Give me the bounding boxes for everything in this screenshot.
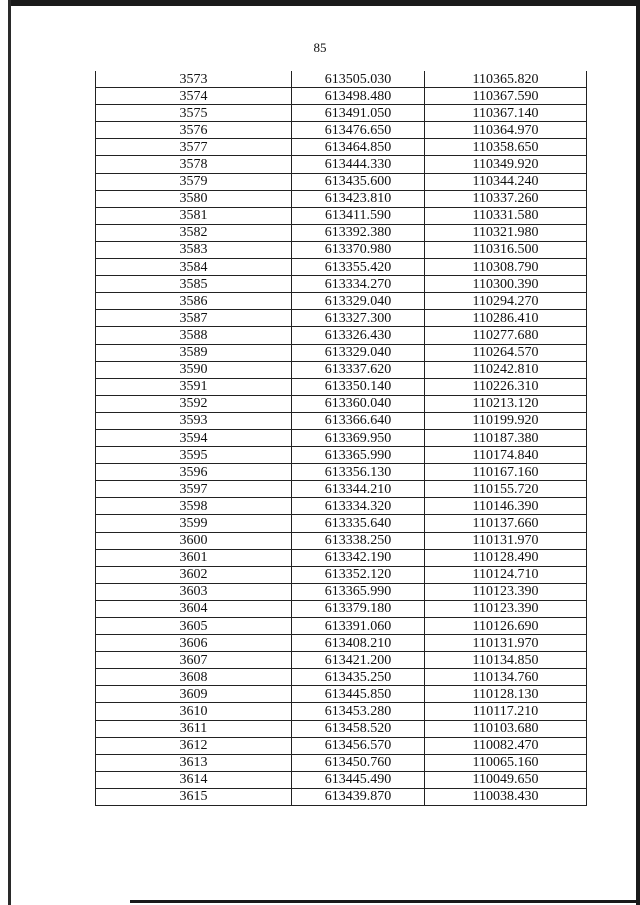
table-row (96, 241, 587, 258)
table-row (96, 71, 587, 88)
point-number-cell: 3579 (96, 173, 292, 190)
y-coordinate-cell: 110365.820 (425, 71, 587, 88)
y-coordinate-cell: 110123.390 (425, 583, 587, 600)
y-coordinate-cell: 110103.680 (425, 720, 587, 737)
table-row (96, 481, 587, 498)
y-coordinate-cell: 110367.590 (425, 88, 587, 105)
page-number: 85 (313, 40, 327, 55)
point-number-cell: 3573 (96, 71, 292, 88)
table-row (96, 669, 587, 686)
y-coordinate-cell: 110364.970 (425, 122, 587, 139)
x-coordinate-cell: 613392.380 (292, 224, 425, 241)
point-number-cell: 3605 (96, 618, 292, 635)
point-number-cell: 3601 (96, 549, 292, 566)
table-row (96, 686, 587, 703)
x-coordinate-cell: 613366.640 (292, 412, 425, 429)
scan-border-top (8, 0, 640, 6)
scan-border-left (8, 0, 11, 905)
table-row (96, 618, 587, 635)
table-row (96, 464, 587, 481)
point-number-cell: 3578 (96, 156, 292, 173)
table-row (96, 139, 587, 156)
point-number-cell: 3590 (96, 361, 292, 378)
y-coordinate-cell: 110277.680 (425, 327, 587, 344)
point-number-cell: 3591 (96, 378, 292, 395)
y-coordinate-cell: 110123.390 (425, 600, 587, 617)
table-row (96, 515, 587, 532)
y-coordinate-cell: 110308.790 (425, 259, 587, 276)
table-row (96, 583, 587, 600)
table-row (96, 173, 587, 190)
x-coordinate-cell: 613456.570 (292, 737, 425, 754)
table-row (96, 549, 587, 566)
table-row (96, 447, 587, 464)
x-coordinate-cell: 613327.300 (292, 310, 425, 327)
y-coordinate-cell: 110213.120 (425, 395, 587, 412)
table-row (96, 207, 587, 224)
table-row (96, 156, 587, 173)
table-row (96, 276, 587, 293)
y-coordinate-cell: 110049.650 (425, 771, 587, 788)
point-number-cell: 3604 (96, 600, 292, 617)
x-coordinate-cell: 613344.210 (292, 481, 425, 498)
y-coordinate-cell: 110117.210 (425, 703, 587, 720)
y-coordinate-cell: 110131.970 (425, 635, 587, 652)
table-row (96, 361, 587, 378)
table-row (96, 224, 587, 241)
table-row (96, 395, 587, 412)
x-coordinate-cell: 613365.990 (292, 447, 425, 464)
point-number-cell: 3606 (96, 635, 292, 652)
x-coordinate-cell: 613365.990 (292, 583, 425, 600)
x-coordinate-cell: 613505.030 (292, 71, 425, 88)
x-coordinate-cell: 613350.140 (292, 378, 425, 395)
x-coordinate-cell: 613491.050 (292, 105, 425, 122)
table-row (96, 635, 587, 652)
table-row (96, 327, 587, 344)
y-coordinate-cell: 110242.810 (425, 361, 587, 378)
point-number-cell: 3610 (96, 703, 292, 720)
x-coordinate-cell: 613369.950 (292, 429, 425, 446)
point-number-cell: 3602 (96, 566, 292, 583)
table-row (96, 122, 587, 139)
y-coordinate-cell: 110128.130 (425, 686, 587, 703)
x-coordinate-cell: 613435.250 (292, 669, 425, 686)
y-coordinate-cell: 110124.710 (425, 566, 587, 583)
x-coordinate-cell: 613435.600 (292, 173, 425, 190)
point-number-cell: 3587 (96, 310, 292, 327)
x-coordinate-cell: 613476.650 (292, 122, 425, 139)
table-row (96, 652, 587, 669)
point-number-cell: 3613 (96, 754, 292, 771)
point-number-cell: 3596 (96, 464, 292, 481)
point-number-cell: 3577 (96, 139, 292, 156)
point-number-cell: 3608 (96, 669, 292, 686)
table-row (96, 600, 587, 617)
y-coordinate-cell: 110187.380 (425, 429, 587, 446)
y-coordinate-cell: 110126.690 (425, 618, 587, 635)
point-number-cell: 3598 (96, 498, 292, 515)
x-coordinate-cell: 613334.320 (292, 498, 425, 515)
x-coordinate-cell: 613450.760 (292, 754, 425, 771)
point-number-cell: 3582 (96, 224, 292, 241)
y-coordinate-cell: 110131.970 (425, 532, 587, 549)
point-number-cell: 3612 (96, 737, 292, 754)
x-coordinate-cell: 613453.280 (292, 703, 425, 720)
y-coordinate-cell: 110226.310 (425, 378, 587, 395)
point-number-cell: 3599 (96, 515, 292, 532)
point-number-cell: 3594 (96, 429, 292, 446)
table-row (96, 703, 587, 720)
x-coordinate-cell: 613326.430 (292, 327, 425, 344)
table-row (96, 788, 587, 805)
point-number-cell: 3574 (96, 88, 292, 105)
x-coordinate-cell: 613464.850 (292, 139, 425, 156)
x-coordinate-cell: 613498.480 (292, 88, 425, 105)
point-number-cell: 3584 (96, 259, 292, 276)
x-coordinate-cell: 613423.810 (292, 190, 425, 207)
y-coordinate-cell: 110358.650 (425, 139, 587, 156)
point-number-cell: 3600 (96, 532, 292, 549)
x-coordinate-cell: 613338.250 (292, 532, 425, 549)
table-row (96, 771, 587, 788)
x-coordinate-cell: 613445.490 (292, 771, 425, 788)
x-coordinate-cell: 613379.180 (292, 600, 425, 617)
y-coordinate-cell: 110199.920 (425, 412, 587, 429)
y-coordinate-cell: 110321.980 (425, 224, 587, 241)
y-coordinate-cell: 110337.260 (425, 190, 587, 207)
y-coordinate-cell: 110137.660 (425, 515, 587, 532)
x-coordinate-cell: 613342.190 (292, 549, 425, 566)
point-number-cell: 3593 (96, 412, 292, 429)
y-coordinate-cell: 110286.410 (425, 310, 587, 327)
x-coordinate-cell: 613334.270 (292, 276, 425, 293)
x-coordinate-cell: 613458.520 (292, 720, 425, 737)
x-coordinate-cell: 613329.040 (292, 293, 425, 310)
x-coordinate-cell: 613444.330 (292, 156, 425, 173)
table-row (96, 344, 587, 361)
x-coordinate-cell: 613445.850 (292, 686, 425, 703)
table-row (96, 737, 587, 754)
y-coordinate-cell: 110038.430 (425, 788, 587, 805)
point-number-cell: 3609 (96, 686, 292, 703)
scan-border-bottom (130, 900, 640, 903)
table-row (96, 293, 587, 310)
point-number-cell: 3614 (96, 771, 292, 788)
y-coordinate-cell: 110294.270 (425, 293, 587, 310)
x-coordinate-cell: 613391.060 (292, 618, 425, 635)
y-coordinate-cell: 110128.490 (425, 549, 587, 566)
x-coordinate-cell: 613421.200 (292, 652, 425, 669)
x-coordinate-cell: 613337.620 (292, 361, 425, 378)
table-row (96, 532, 587, 549)
point-number-cell: 3603 (96, 583, 292, 600)
x-coordinate-cell: 613329.040 (292, 344, 425, 361)
point-number-cell: 3581 (96, 207, 292, 224)
y-coordinate-cell: 110344.240 (425, 173, 587, 190)
x-coordinate-cell: 613439.870 (292, 788, 425, 805)
x-coordinate-cell: 613335.640 (292, 515, 425, 532)
table-row (96, 754, 587, 771)
y-coordinate-cell: 110316.500 (425, 241, 587, 258)
y-coordinate-cell: 110264.570 (425, 344, 587, 361)
table-row (96, 498, 587, 515)
x-coordinate-cell: 613356.130 (292, 464, 425, 481)
point-number-cell: 3589 (96, 344, 292, 361)
point-number-cell: 3585 (96, 276, 292, 293)
point-number-cell: 3607 (96, 652, 292, 669)
table-row (96, 720, 587, 737)
x-coordinate-cell: 613355.420 (292, 259, 425, 276)
point-number-cell: 3597 (96, 481, 292, 498)
y-coordinate-cell: 110349.920 (425, 156, 587, 173)
table-row (96, 566, 587, 583)
table-row (96, 190, 587, 207)
table-row (96, 310, 587, 327)
y-coordinate-cell: 110367.140 (425, 105, 587, 122)
y-coordinate-cell: 110134.850 (425, 652, 587, 669)
table-row (96, 429, 587, 446)
point-number-cell: 3595 (96, 447, 292, 464)
table-row (96, 259, 587, 276)
y-coordinate-cell: 110146.390 (425, 498, 587, 515)
y-coordinate-cell: 110065.160 (425, 754, 587, 771)
x-coordinate-cell: 613360.040 (292, 395, 425, 412)
scan-border-right (636, 0, 640, 905)
x-coordinate-cell: 613370.980 (292, 241, 425, 258)
point-number-cell: 3575 (96, 105, 292, 122)
table-row (96, 105, 587, 122)
point-number-cell: 3592 (96, 395, 292, 412)
table-row (96, 412, 587, 429)
x-coordinate-cell: 613352.120 (292, 566, 425, 583)
point-number-cell: 3586 (96, 293, 292, 310)
point-number-cell: 3576 (96, 122, 292, 139)
point-number-cell: 3611 (96, 720, 292, 737)
y-coordinate-cell: 110331.580 (425, 207, 587, 224)
table-row (96, 88, 587, 105)
point-number-cell: 3588 (96, 327, 292, 344)
x-coordinate-cell: 613411.590 (292, 207, 425, 224)
y-coordinate-cell: 110300.390 (425, 276, 587, 293)
point-number-cell: 3580 (96, 190, 292, 207)
table-row (96, 378, 587, 395)
y-coordinate-cell: 110174.840 (425, 447, 587, 464)
y-coordinate-cell: 110082.470 (425, 737, 587, 754)
coordinates-table-body (96, 71, 587, 806)
y-coordinate-cell: 110134.760 (425, 669, 587, 686)
y-coordinate-cell: 110155.720 (425, 481, 587, 498)
coordinates-table (95, 71, 587, 806)
point-number-cell: 3615 (96, 788, 292, 805)
y-coordinate-cell: 110167.160 (425, 464, 587, 481)
point-number-cell: 3583 (96, 241, 292, 258)
x-coordinate-cell: 613408.210 (292, 635, 425, 652)
